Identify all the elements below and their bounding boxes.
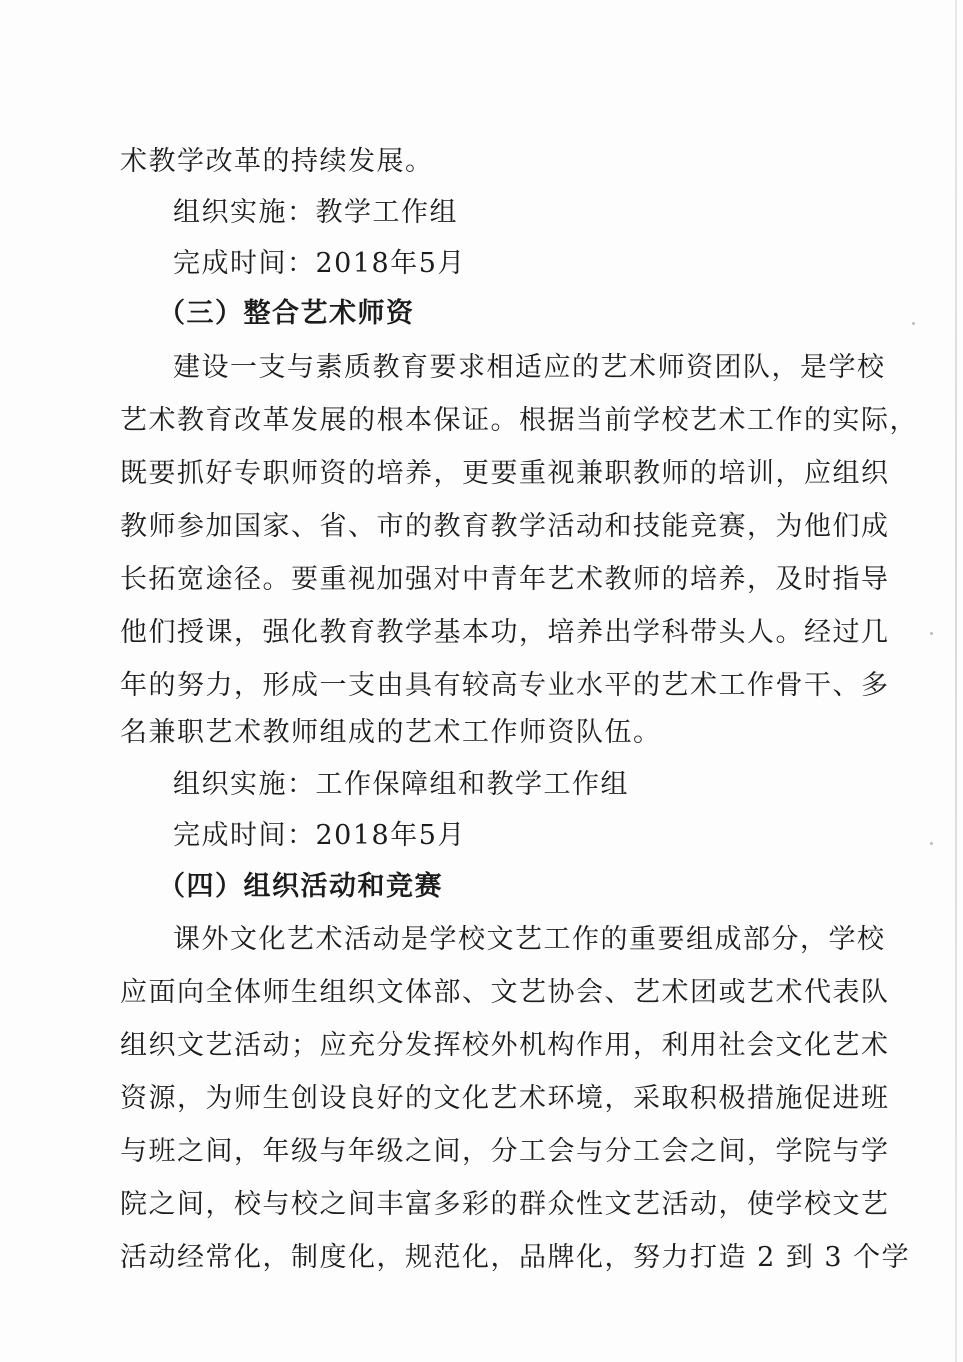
para4-line-4: 资源，为师生创设良好的文化艺术环境，采取积极措施促进班: [120, 1083, 890, 1114]
para3-line-6: 他们授课，强化教育教学基本功，培养出学科带头人。经过几: [120, 617, 890, 648]
para4-line-1: 课外文化艺术活动是学校文艺工作的重要组成部分，学校: [173, 924, 886, 955]
para3-line-2: 艺术教育改革发展的根本保证。根据当前学校艺术工作的实际，: [120, 405, 918, 436]
organization-implementation-1: 组织实施：教学工作组: [173, 197, 458, 228]
para3-line-7: 年的努力，形成一支由具有较高专业水平的艺术工作骨干、多: [120, 670, 890, 701]
para3-line-8: 名兼职艺术教师组成的艺术工作师资队伍。: [120, 717, 662, 748]
section-heading-4: （四）组织活动和竞赛: [158, 871, 443, 902]
completion-time-1: 完成时间：2018年5月: [173, 248, 466, 279]
scan-speck: [912, 322, 915, 325]
completion-time-2: 完成时间：2018年5月: [173, 820, 466, 851]
para4-line-5: 与班之间，年级与年级之间，分工会与分工会之间，学院与学: [120, 1136, 890, 1167]
para3-line-1: 建设一支与素质教育要求相适应的艺术师资团队，是学校: [173, 352, 886, 383]
para3-line-4: 教师参加国家、省、市的教育教学活动和技能竞赛，为他们成: [120, 511, 890, 542]
para3-line-5: 长拓宽途径。要重视加强对中青年艺术教师的培养，及时指导: [120, 564, 890, 595]
para3-line-3: 既要抓好专职师资的培养，更要重视兼职教师的培训，应组织: [120, 458, 890, 489]
paragraph-tail: 术教学改革的持续发展。: [120, 146, 434, 177]
scan-speck: [930, 842, 933, 845]
organization-implementation-2: 组织实施：工作保障组和教学工作组: [173, 769, 629, 800]
para4-line-7: 活动经常化，制度化，规范化，品牌化，努力打造 2 到 3 个学: [120, 1242, 911, 1273]
scan-edge: [955, 0, 957, 1362]
scan-speck: [930, 632, 933, 635]
para4-line-2: 应面向全体师生组织文体部、文艺协会、艺术团或艺术代表队: [120, 977, 890, 1008]
para4-line-6: 院之间，校与校之间丰富多彩的群众性文艺活动，使学校文艺: [120, 1189, 890, 1220]
section-heading-3: （三）整合艺术师资: [158, 298, 415, 329]
para4-line-3: 组织文艺活动；应充分发挥校外机构作用，利用社会文化艺术: [120, 1030, 890, 1061]
